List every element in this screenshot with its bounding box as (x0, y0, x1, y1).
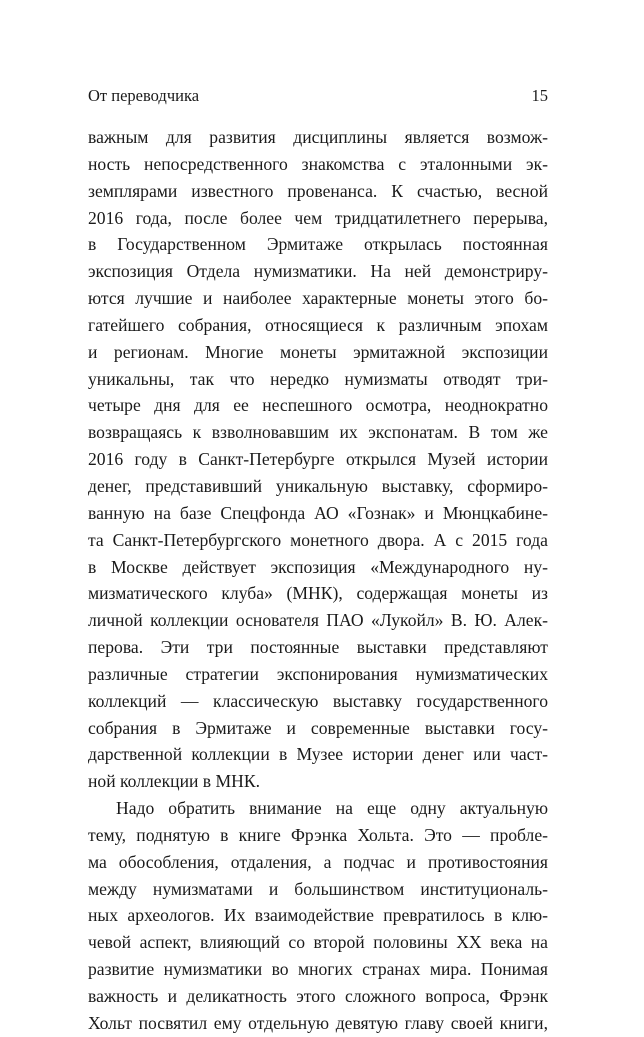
text-line: ма обособления, отдаления, а подчас и противостояния (88, 851, 548, 872)
text-line: денег, представивший уникальную выставку, сформиро- (88, 475, 548, 496)
text-line: и регионам. Многие монеты эрмитажной экспозиции (88, 341, 548, 362)
text-line: ность непосредственного знакомства с эталонными эк- (88, 153, 548, 174)
text-line: четыре дня для ее неспешного осмотра, неоднократно (88, 395, 548, 416)
text-line: та Санкт-Петербургского монетного двора. А с 2015 года (88, 529, 548, 550)
text-line: Хольт посвятил ему отдельную девятую главу своей книги, (88, 1012, 548, 1033)
text-line: возвращаясь к взволновавшим их экспонатам. В том же (88, 422, 548, 443)
text-line: различные стратегии экспонирования нумизматических (88, 663, 548, 684)
text-line: важным для развития дисциплины является возмож- (88, 127, 548, 147)
text-line: важность и деликатность этого сложного вопроса, Фрэнк (88, 986, 548, 1006)
paragraph-start-line: Надо обратить внимание на еще одну актуальную (116, 798, 548, 819)
page-body (88, 124, 548, 1037)
text-line: коллекций — классическую выставку государственного (88, 690, 548, 711)
running-head (88, 84, 548, 108)
text-line: развитие нумизматики во многих странах мира. Понимая (88, 959, 548, 980)
text-line: личной коллекции основателя ПАО «Лукойл» В. Ю. Алек- (88, 610, 548, 631)
text-line: перова. Эти три постоянные выставки представляют (88, 637, 548, 658)
page-number: 15 (531, 86, 548, 105)
text-line: мизматического клуба» (МНК), содержащая монеты из (88, 583, 548, 604)
running-title: От переводчика (88, 86, 200, 105)
text-line: ванную на базе Спецфонда АО «Гознак» и Мюнцкабине- (88, 502, 548, 523)
text-line: собрания в Эрмитаже и современные выставки госу- (88, 717, 548, 738)
text-line: дарственной коллекции в Музее истории денег или част- (88, 744, 548, 765)
text-line: чевой аспект, влияющий со второй половины XX века на (88, 932, 548, 953)
text-line: в Москве действует экспозиция «Международного ну- (88, 556, 548, 577)
text-line: в Государственном Эрмитаже открылась постоянная (88, 234, 548, 255)
text-line: между нумизматами и большинством институциональ- (88, 878, 548, 899)
text-line: земплярами известного провенанса. К счастью, весной (88, 180, 548, 201)
text-line: ются лучшие и наиболее характерные монеты этого бо- (88, 288, 548, 309)
text-line: тему, поднятую в книге Фрэнка Хольта. Это — пробле- (88, 824, 548, 845)
text-line: 2016 года, после более чем тридцатилетнего перерыва, (88, 207, 548, 228)
text-line: уникальны, так что нередко нумизматы отводят три- (88, 368, 548, 389)
text-line: экспозиция Отдела нумизматики. На ней демонстриру- (88, 261, 548, 282)
paragraph-end-line: ной коллекции в МНК. (88, 771, 260, 792)
text-line: гатейшего собрания, относящиеся к различным эпохам (88, 314, 548, 335)
text-line: 2016 году в Санкт-Петербурге открылся Музей истории (88, 449, 548, 470)
text-line: ных археологов. Их взаимодействие превратилось в клю- (88, 905, 548, 926)
